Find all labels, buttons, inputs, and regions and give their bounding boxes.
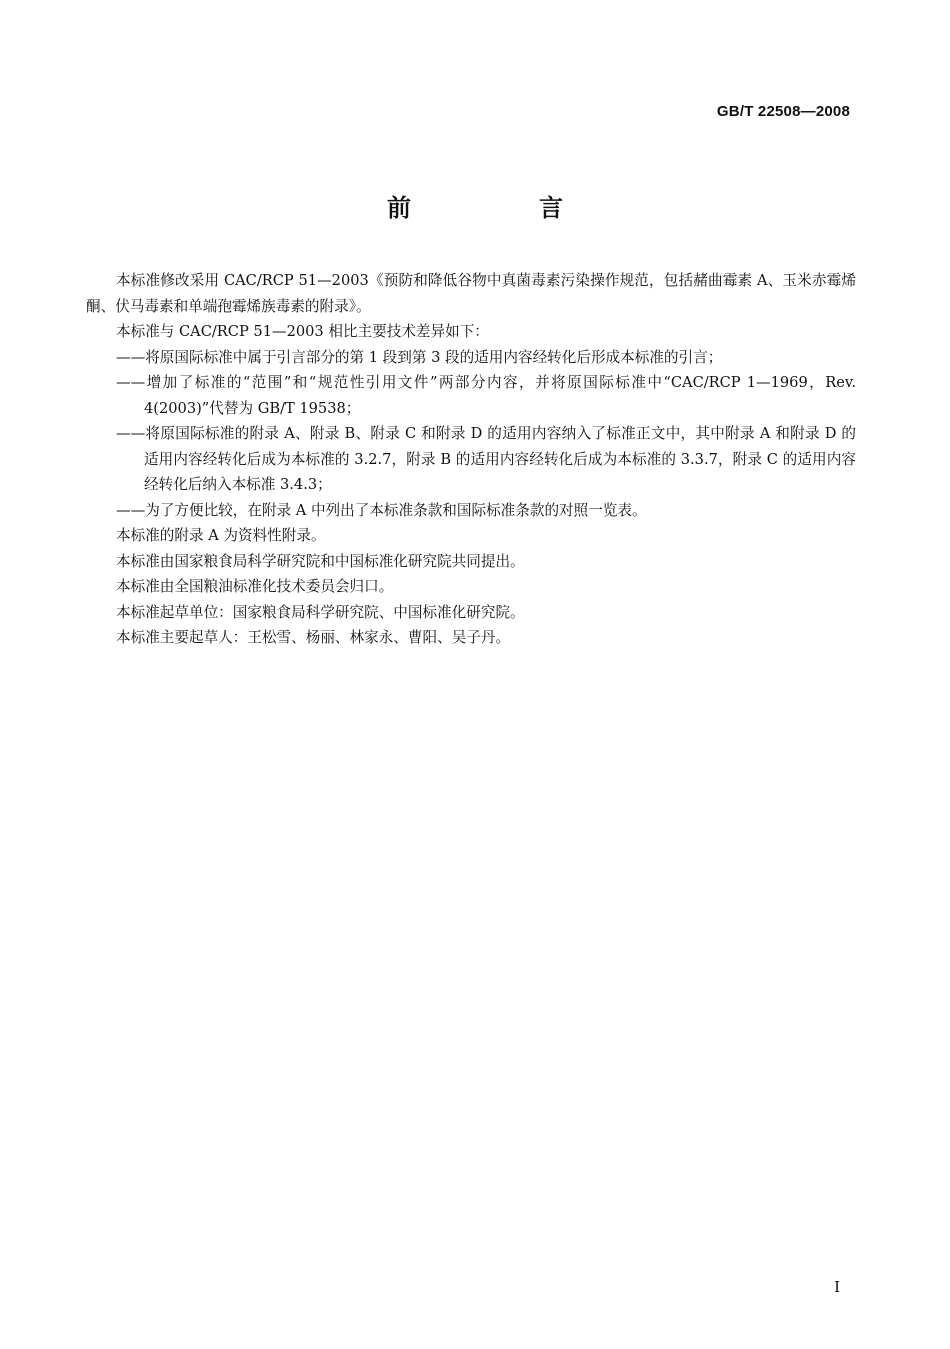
paragraph-adoption: 本标准修改采用 CAC/RCP 51—2003《预防和降低谷物中真菌毒素污染操作规范，包括赭曲霉素 A、玉米赤霉烯酮、伏马毒素和单端孢霉烯族毒素的附录》。 [86, 272, 856, 315]
page-title: 前 言 [387, 194, 615, 222]
difference-item-4: ——为了方便比较，在附录 A 中列出了本标准条款和国际标准条款的对照一览表。 [116, 501, 647, 519]
page-number: I [834, 1278, 840, 1296]
foreword-body [86, 268, 856, 651]
paragraph-drafters: 本标准主要起草人：王松雪、杨丽、林家永、曹阳、吴子丹。 [116, 629, 511, 646]
standard-code: GB/T 22508—2008 [716, 103, 850, 120]
difference-item-2: ——增加了标准的“范围”和“规范性引用文件”两部分内容，并将原国际标准中“CAC/RCP 1—1969，Rev. 4(2003)”代替为 GB/T 19538； [116, 374, 856, 417]
paragraph-differences-intro: 本标准与 CAC/RCP 51—2003 相比主要技术差异如下： [116, 323, 489, 340]
paragraph-proposed-by: 本标准由国家粮食局科学研究院和中国标准化研究院共同提出。 [116, 552, 525, 570]
paragraph-drafting-units: 本标准起草单位：国家粮食局科学研究院、中国标准化研究院。 [116, 603, 525, 621]
difference-item-1: ——将原国际标准中属于引言部分的第 1 段到第 3 段的适用内容经转化后形成本标准的引言； [116, 348, 723, 366]
paragraph-annex-note: 本标准的附录 A 为资料性附录。 [116, 527, 326, 544]
difference-item-3: ——将原国际标准的附录 A、附录 B、附录 C 和附录 D 的适用内容纳入了标准正文中，其中附录 A 和附录 D 的适用内容经转化后成为本标准的 3.2.7，附录 B 的适用内容经转化后成为本标准的 3.3.7，附录 C 的适用内容经转化后纳入本标准 3.4.3； [116, 425, 856, 493]
paragraph-centralized-by: 本标准由全国粮油标准化技术委员会归口。 [116, 578, 394, 595]
